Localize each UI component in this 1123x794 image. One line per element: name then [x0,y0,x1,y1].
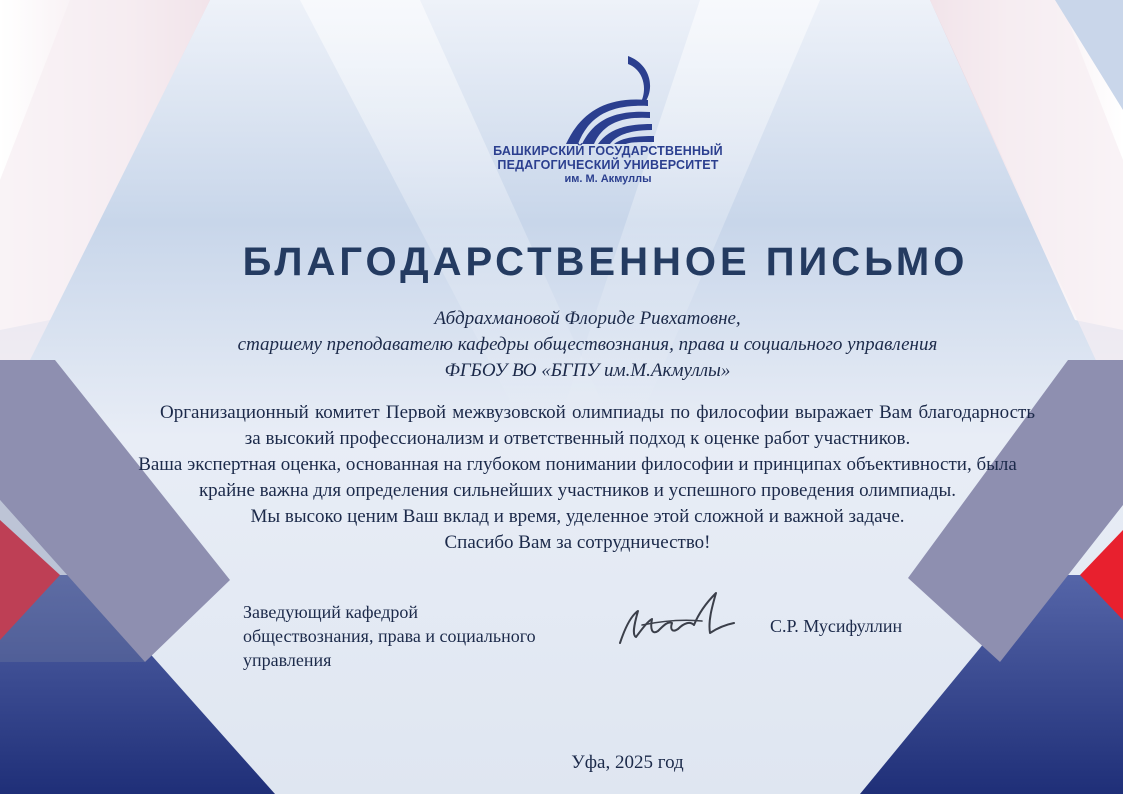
body-paragraph-2: Ваша экспертная оценка, основанная на глубоком понимании философии и принципах объективности, была крайне важна для определения сильнейших участников и успешного проведения олимпиады. [138,454,1017,501]
logo-text-line3: им. М. Акмуллы [564,173,652,185]
footer-place-year: Уфа, 2025 год [571,752,684,773]
recipient-name: Абдрахмановой Флориде Ривхатовне, [434,308,741,329]
logo-text-line2: ПЕДАГОГИЧЕСКИЙ УНИВЕРСИТЕТ [497,158,719,172]
signatory-title-line1: Заведующий кафедрой [243,602,419,622]
logo-text-line1: БАШКИРСКИЙ ГОСУДАРСТВЕННЫЙ [493,144,723,158]
body-paragraph-1: Организационный комитет Первой межвузовской олимпиады по философии выражает Вам благодарность за высокий профессионализм и ответственный подход к оценке работ участников. [160,402,1035,449]
signatory-name: С.Р. Мусифуллин [770,616,903,636]
letter-body [120,400,1035,556]
university-logo [488,52,728,202]
recipient-block [100,306,1075,384]
recipient-position: старшему преподавателю кафедры обществознания, права и социального управления [237,334,938,355]
handwritten-signature-icon [612,585,742,655]
bspu-wave-logo-icon [558,52,658,144]
signatory-title-line3: управления [243,650,332,670]
signatory-title-line2: обществознания, права и социального [243,626,536,646]
signatory-title [243,600,603,672]
body-paragraph-3: Мы высоко ценим Ваш вклад и время, уделенное этой сложной и важной задаче. [250,506,905,527]
recipient-organization: ФГБОУ ВО «БГПУ им.М.Акмуллы» [444,360,731,381]
document-title: БЛАГОДАРСТВЕННОЕ ПИСЬМО [242,240,969,284]
body-paragraph-4: Спасибо Вам за сотрудничество! [444,532,711,553]
